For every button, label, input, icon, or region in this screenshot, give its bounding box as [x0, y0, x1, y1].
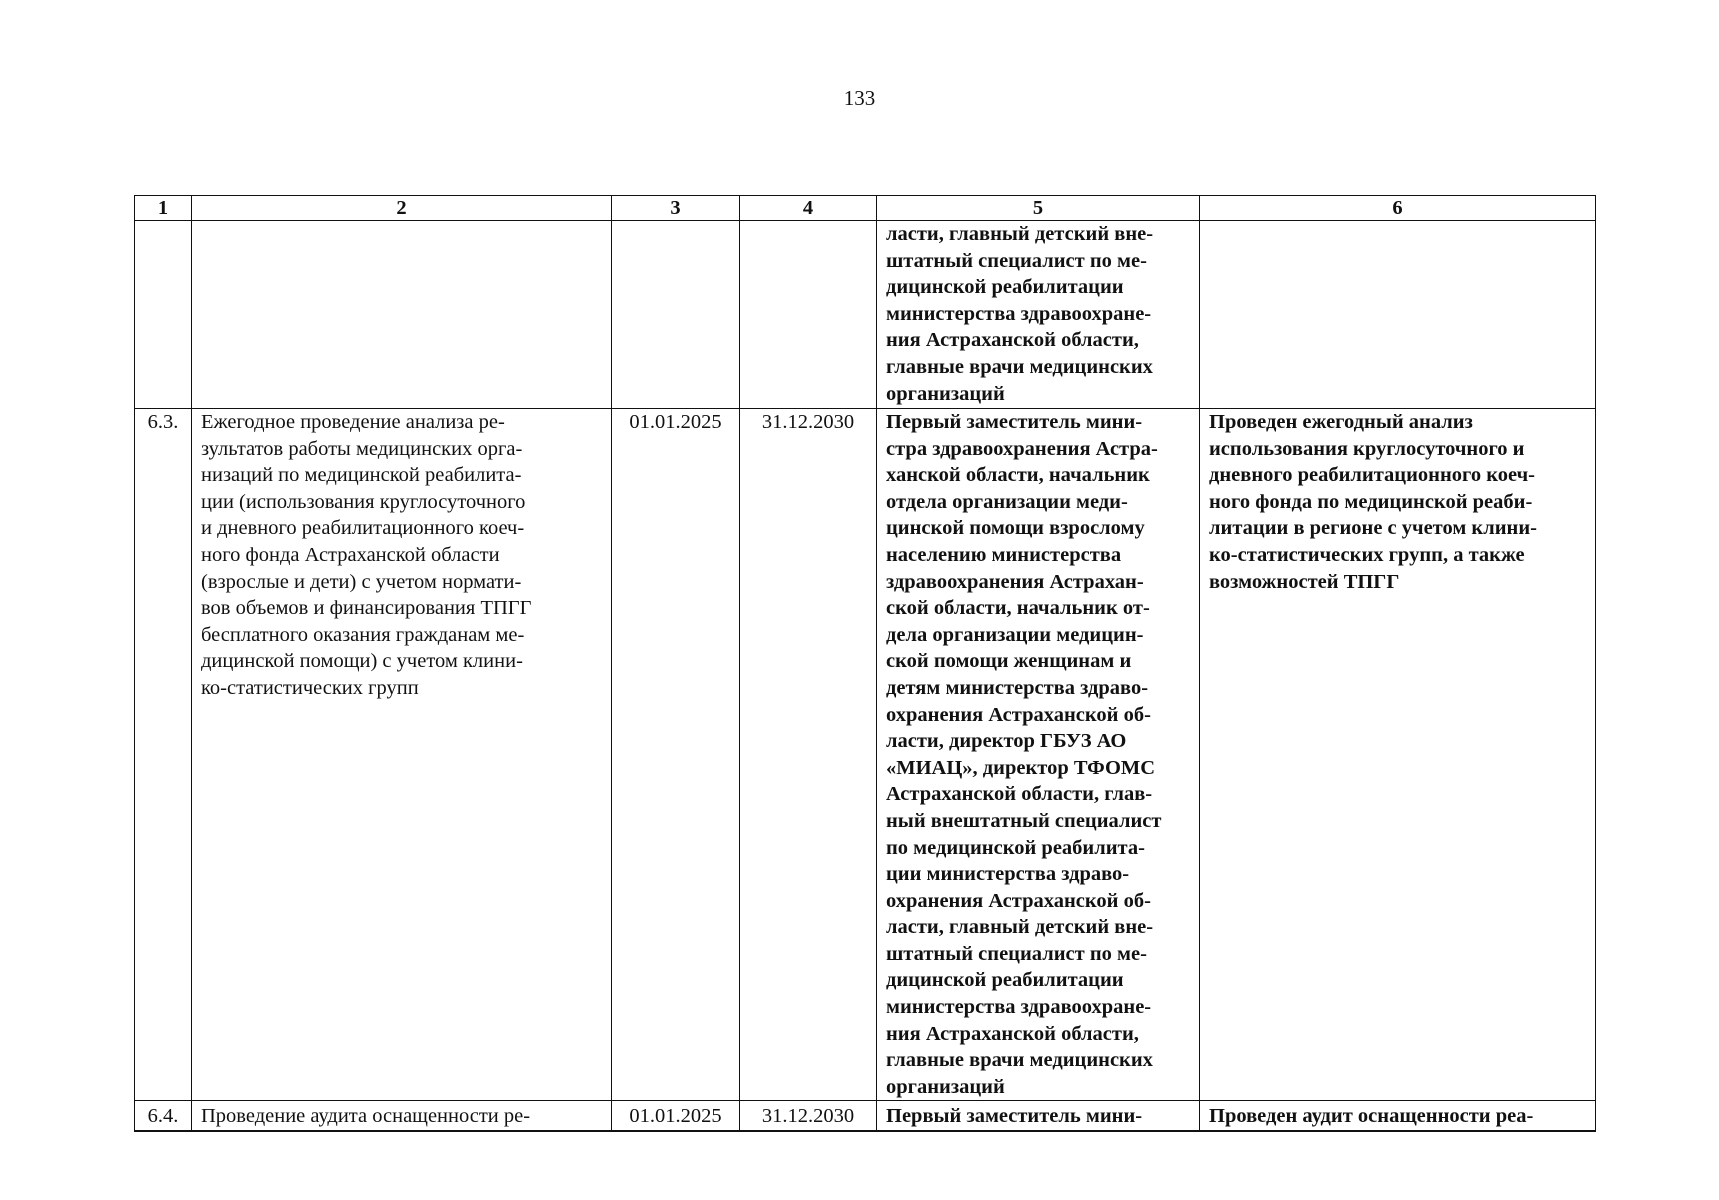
text-line: Первый заместитель мини- [886, 411, 1143, 433]
column-header: 6 [1200, 196, 1596, 221]
text-line: главные врачи медицинских [886, 355, 1153, 378]
row-number-cell: 6.4. [135, 1101, 192, 1131]
text-line: низаций по медицинской реабилита- [201, 464, 522, 487]
column-header: 4 [740, 196, 877, 221]
text-line: по медицинской реабилита- [886, 836, 1145, 859]
text-line: штатный специалист по ме- [886, 942, 1147, 965]
text-line: Ежегодное проведение анализа ре- [201, 411, 505, 433]
text-line: охранения Астраханской об- [886, 889, 1151, 912]
text-line: министерства здравоохране- [886, 996, 1152, 1019]
end-date-cell [740, 221, 877, 409]
start-date-cell: 01.01.2025 [612, 1101, 740, 1131]
column-header: 3 [612, 196, 740, 221]
text-line: ской помощи женщинам и [886, 650, 1132, 673]
table-row-6-4 [135, 1101, 1596, 1131]
text-line: охранения Астраханской об- [886, 703, 1151, 726]
text-line: ции (использования круглосуточного [201, 490, 526, 513]
text-line: литации в регионе с учетом клини- [1209, 517, 1537, 540]
text-line: ного фонда Астраханской области [201, 543, 500, 566]
text-line: ции министерства здраво- [886, 863, 1130, 886]
text-line: ко-статистических групп, а также [1209, 543, 1525, 566]
text-line: ко-статистических групп [201, 676, 419, 699]
table-row-continued [135, 221, 1596, 409]
text-line: ния Астраханской области, [886, 329, 1139, 352]
text-line: и дневного реабилитационного коеч- [201, 517, 525, 540]
text-line: ханской области, начальник [886, 464, 1150, 487]
text-line: возможностей ТПГГ [1209, 570, 1400, 593]
text-line: бесплатного оказания гражданам ме- [201, 623, 525, 646]
column-header: 1 [135, 196, 192, 221]
row-number-cell: 6.3. [135, 409, 192, 1101]
text-line: стра здравоохранения Астра- [886, 437, 1158, 460]
text-line: «МИАЦ», директор ТФОМС [886, 756, 1156, 779]
text-line: здравоохранения Астрахан- [886, 570, 1144, 593]
event-cell [192, 1101, 612, 1131]
text-line: ласти, директор ГБУЗ АО [886, 730, 1127, 753]
column-header: 5 [877, 196, 1200, 221]
end-date-cell: 31.12.2030 [740, 1101, 877, 1131]
event-cell [192, 221, 612, 409]
row-number-cell [135, 221, 192, 409]
text-line: организаций [886, 1075, 1005, 1098]
text-line: организаций [886, 382, 1005, 405]
text-line: ской области, начальник от- [886, 597, 1150, 620]
result-cell [1200, 221, 1596, 409]
text-line: зультатов работы медицинских орга- [201, 437, 523, 460]
text-line: населению министерства [886, 543, 1122, 566]
result-cell [1200, 409, 1596, 1101]
text-line: ласти, главный детский вне- [886, 916, 1154, 939]
text-line: ного фонда по медицинской реаби- [1209, 490, 1533, 513]
start-date-cell [612, 221, 740, 409]
text-line: дицинской реабилитации [886, 276, 1124, 299]
start-date-cell: 01.01.2025 [612, 409, 740, 1101]
responsible-cell [877, 221, 1200, 409]
text-line: ный внештатный специалист [886, 809, 1162, 832]
text-line: (взрослые и дети) с учетом нормати- [201, 570, 522, 593]
text-line: использования круглосуточного и [1209, 437, 1525, 460]
table-row-6-3 [135, 409, 1596, 1101]
text-line: Проведен аудит оснащенности реа- [1209, 1105, 1534, 1128]
responsible-cell [877, 1101, 1200, 1131]
text-line: министерства здравоохране- [886, 302, 1152, 325]
text-line: цинской помощи взрослому [886, 517, 1145, 540]
page-number: 133 [843, 86, 876, 110]
result-cell [1200, 1101, 1596, 1131]
text-line: дицинской помощи) с учетом клини- [201, 650, 523, 673]
text-line: Астраханской области, глав- [886, 783, 1153, 806]
text-line: Проведение аудита оснащенности ре- [201, 1105, 531, 1128]
text-line: штатный специалист по ме- [886, 249, 1147, 272]
text-line: дицинской реабилитации [886, 969, 1124, 992]
text-line: дела организации медицин- [886, 623, 1144, 646]
text-line: ласти, главный детский вне- [886, 223, 1154, 245]
text-line: детям министерства здраво- [886, 676, 1149, 699]
end-date-cell: 31.12.2030 [740, 409, 877, 1101]
text-line: ния Астраханской области, [886, 1022, 1139, 1045]
text-line: дневного реабилитационного коеч- [1209, 464, 1535, 487]
text-line: отдела организации меди- [886, 490, 1128, 513]
text-line: главные врачи медицинских [886, 1049, 1153, 1072]
responsible-cell [877, 409, 1200, 1101]
text-line: вов объемов и финансирования ТПГГ [201, 597, 532, 620]
text-line: Первый заместитель мини- [886, 1105, 1143, 1128]
event-cell [192, 409, 612, 1101]
column-header: 2 [192, 196, 612, 221]
plan-table [134, 195, 1596, 1132]
table-header-row [135, 196, 1596, 221]
text-line: Проведен ежегодный анализ [1209, 411, 1473, 433]
